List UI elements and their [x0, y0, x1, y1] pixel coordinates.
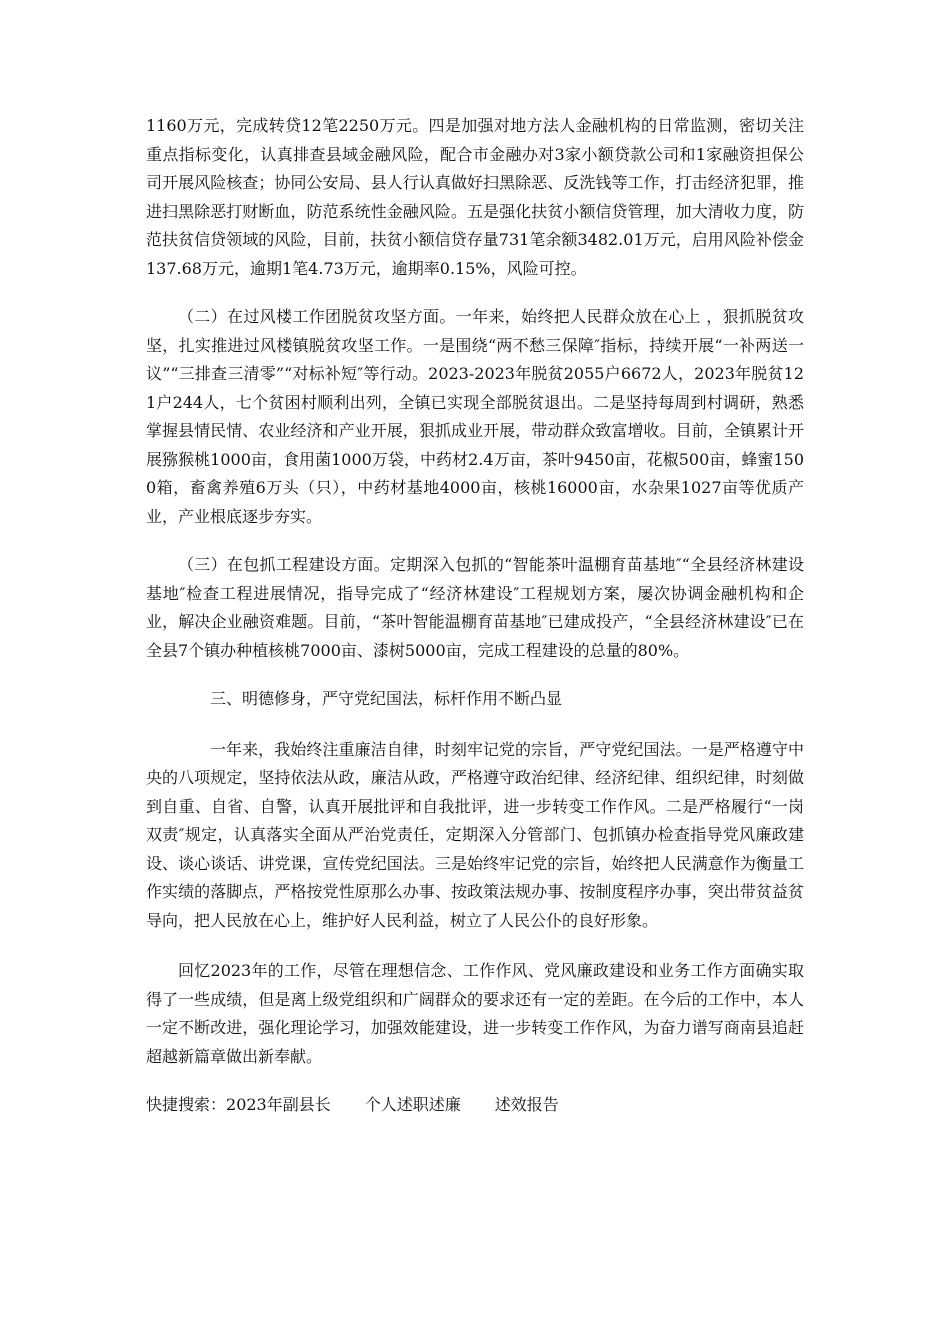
quick-search-line	[146, 1091, 804, 1120]
quick-search-term-2[interactable]: 个人述职述廉	[364, 1095, 461, 1114]
paragraph-project-construction: （三）在包抓工程建设方面。定期深入包抓的“智能茶叶温棚育苗基地″“全县经济林建设基地″检查工程进展情况，指导完成了“经济林建设″工程规划方案，屡次协调金融机构和企业，解决企业融资难题。目前，“茶叶智能温棚育苗基地″已建成投产，“全县经济林建设″已在全县7个镇办种植核桃7000亩、漆树5000亩，完成工程建设的总量的80%。	[146, 555, 804, 660]
paragraph-poverty-alleviation: （二）在过风楼工作团脱贫攻坚方面。一年来，始终把人民群众放在心上 ，狠抓脱贫攻坚，扎实推进过风楼镇脱贫攻坚工作。一是围绕“两不愁三保障″指标，持续开展“一补两送一议”“三排查三清零”“对标补短″等行动。2023-2023年脱贫2055户6672人，2023年脱贫121户244人，七个贫困村顺利出列，全镇已实现全部脱贫退出。二是坚持每周到村调研，熟悉掌握县情民情、农业经济和产业开展，狠抓成业开展，带动群众致富增收。目前，全镇累计开展猕猴桃1000亩，食用菌1000万袋，中药材2.4万亩，茶叶9450亩，花椒500亩，蜂蜜1500箱，畜禽养殖6万头（只），中药材基地4000亩，核桃16000亩，水杂果1027亩等优质产业，产业根底逐步夯实。	[146, 307, 804, 526]
quick-search-label: 快捷搜索：	[146, 1095, 227, 1114]
section-heading-three: 三、明德修身，严守党纪国法，标杆作用不断凸显	[210, 689, 563, 708]
quick-search-term-1[interactable]: 2023年副县长	[226, 1095, 331, 1114]
paragraph-finance-risk: 1160万元，完成转贷12笔2250万元。四是加强对地方法人金融机构的日常监测，密切关注重点指标变化，认真排查县域金融风险，配合市金融办对3家小额贷款公司和1家融资担保公司开展风险核查；协同公安局、县人行认真做好扫黑除恶、反洗钱等工作，打击经济犯罪，推进扫黑除恶打财断血，防范系统性金融风险。五是强化扶贫小额信贷管理，加大清收力度，防范扶贫信贷领域的风险，目前，扶贫小额信贷存量731笔余额3482.01万元，启用风险补偿金137.68万元，逾期1笔4.73万元，逾期率0.15%，风险可控。	[146, 116, 804, 278]
paragraph-integrity: 一年来，我始终注重廉洁自律，时刻牢记党的宗旨，严守党纪国法。一是严格遵守中央的八项规定，坚持依法从政，廉洁从政，严格遵守政治纪律、经济纪律、组织纪律，时刻做到自重、自省、自警，认真开展批评和自我批评，进一步转变工作作风。二是严格履行“一岗双责″规定，认真落实全面从严治党责任，定期深入分管部门、包抓镇办检查指导党风廉政建设、谈心谈话、讲党课，宣传党纪国法。三是始终牢记党的宗旨，始终把人民满意作为衡量工作实绩的落脚点，严格按党性原那么办事、按政策法规办事、按制度程序办事，突出带贫益贫导向，把人民放在心上，维护好人民利益，树立了人民公仆的良好形象。	[146, 739, 804, 930]
quick-search-term-3[interactable]: 述效报告	[494, 1095, 559, 1114]
paragraph-conclusion: 回忆2023年的工作，尽管在理想信念、工作作风、党风廉政建设和业务工作方面确实取得了一些成绩，但是离上级党组织和广阔群众的要求还有一定的差距。在今后的工作中，本人一定不断改进，强化理论学习，加强效能建设，进一步转变工作作风，为奋力谱写商南县追赶超越新篇章做出新奉献。	[146, 961, 804, 1066]
document-page	[146, 112, 804, 1120]
